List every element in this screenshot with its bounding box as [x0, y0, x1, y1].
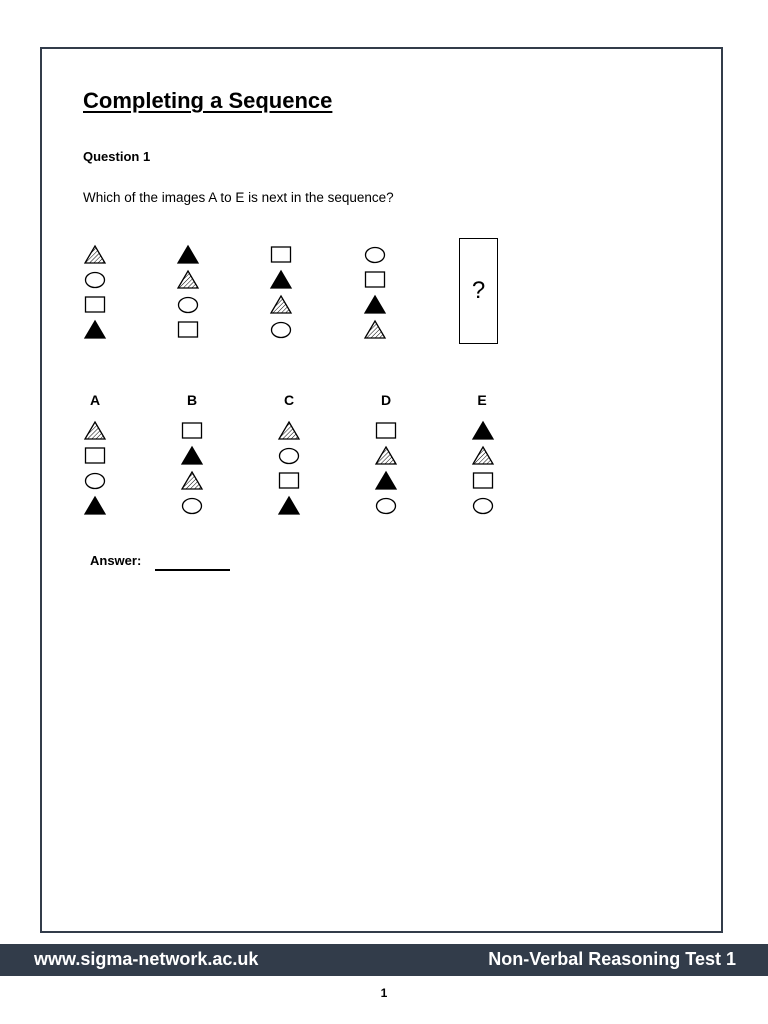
page-title: Completing a Sequence — [83, 88, 333, 113]
page-border — [40, 47, 723, 933]
missing-sequence-box — [459, 238, 498, 344]
option-label-d: D — [380, 392, 392, 408]
option-label-b: B — [186, 392, 198, 408]
footer-bar — [0, 944, 768, 976]
footer-website: www.sigma-network.ac.uk — [34, 949, 259, 969]
footer-test-name: Non-Verbal Reasoning Test 1 — [488, 949, 736, 969]
question-mark: ? — [471, 277, 486, 304]
option-label-c: C — [283, 392, 295, 408]
question-label: Question 1 — [83, 149, 151, 164]
answer-blank-line[interactable] — [155, 569, 230, 571]
option-label-e: E — [477, 392, 487, 408]
question-text: Which of the images A to E is next in the sequence? — [83, 190, 394, 205]
option-label-a: A — [89, 392, 101, 408]
page-number: 1 — [380, 986, 388, 1000]
answer-label: Answer: — [90, 553, 142, 568]
